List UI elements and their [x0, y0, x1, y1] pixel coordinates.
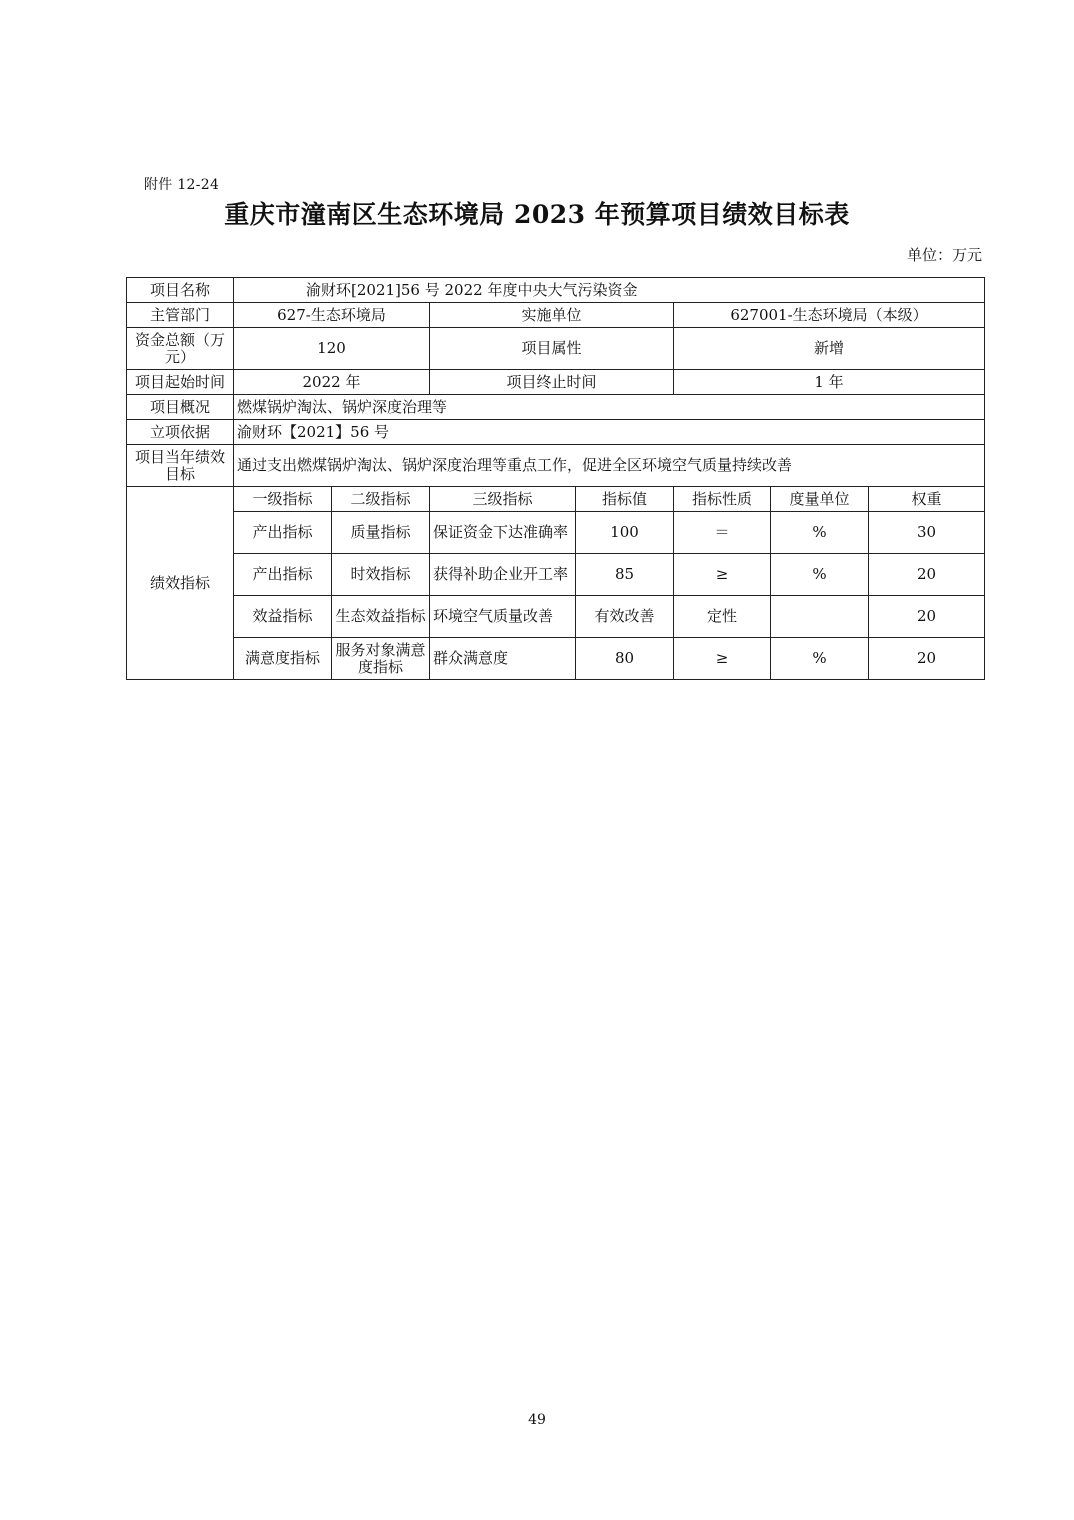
indicator-level1: 效益指标 — [234, 596, 332, 638]
row-period — [127, 370, 985, 395]
indicator-level1: 满意度指标 — [234, 638, 332, 680]
project-name-label: 项目名称 — [127, 278, 234, 303]
indicator-weight: 20 — [869, 596, 985, 638]
header-level3: 三级指标 — [430, 487, 576, 512]
indicator-level1: 产出指标 — [234, 512, 332, 554]
header-level2: 二级指标 — [332, 487, 430, 512]
header-unit: 度量单位 — [771, 487, 869, 512]
indicator-level3: 保证资金下达准确率 — [430, 512, 576, 554]
annual-goal-value: 通过支出燃煤锅炉淘汰、锅炉深度治理等重点工作，促进全区环境空气质量持续改善 — [234, 445, 985, 487]
fund-total-label: 资金总额（万元） — [127, 328, 234, 370]
indicator-unit — [771, 596, 869, 638]
department-value: 627-生态环境局 — [234, 303, 430, 328]
indicator-header-row — [127, 487, 985, 512]
overview-value: 燃煤锅炉淘汰、锅炉深度治理等 — [234, 395, 985, 420]
indicator-nature: ≥ — [674, 554, 771, 596]
implementer-label: 实施单位 — [430, 303, 674, 328]
indicator-level3: 环境空气质量改善 — [430, 596, 576, 638]
row-fund — [127, 328, 985, 370]
indicator-level2: 时效指标 — [332, 554, 430, 596]
fund-total-value: 120 — [234, 328, 430, 370]
indicator-unit: % — [771, 554, 869, 596]
row-department — [127, 303, 985, 328]
indicator-level1: 产出指标 — [234, 554, 332, 596]
indicator-level3: 群众满意度 — [430, 638, 576, 680]
page-title: 重庆市潼南区生态环境局 2023 年预算项目绩效目标表 — [224, 200, 850, 229]
indicator-row — [127, 596, 985, 638]
annual-goal-label: 项目当年绩效目标 — [127, 445, 234, 487]
header-nature: 指标性质 — [674, 487, 771, 512]
indicator-level2: 生态效益指标 — [332, 596, 430, 638]
indicator-weight: 20 — [869, 554, 985, 596]
indicator-nature: ＝ — [674, 512, 771, 554]
overview-label: 项目概况 — [127, 395, 234, 420]
start-time-value: 2022 年 — [234, 370, 430, 395]
start-time-label: 项目起始时间 — [127, 370, 234, 395]
basis-label: 立项依据 — [127, 420, 234, 445]
indicator-unit: % — [771, 512, 869, 554]
header-level1: 一级指标 — [234, 487, 332, 512]
indicator-value: 80 — [576, 638, 674, 680]
row-annual-goal — [127, 445, 985, 487]
unit-label: 单位：万元 — [906, 246, 982, 264]
indicator-nature: 定性 — [674, 596, 771, 638]
indicator-value: 有效改善 — [576, 596, 674, 638]
row-basis — [127, 420, 985, 445]
header-weight: 权重 — [869, 487, 985, 512]
department-label: 主管部门 — [127, 303, 234, 328]
implementer-value: 627001-生态环境局（本级） — [674, 303, 985, 328]
row-project-name — [127, 278, 985, 303]
indicator-unit: % — [771, 638, 869, 680]
indicator-level2: 质量指标 — [332, 512, 430, 554]
indicator-value: 100 — [576, 512, 674, 554]
indicator-weight: 30 — [869, 512, 985, 554]
indicator-nature: ≥ — [674, 638, 771, 680]
basis-value: 渝财环【2021】56 号 — [234, 420, 985, 445]
header-value: 指标值 — [576, 487, 674, 512]
indicator-level2: 服务对象满意度指标 — [332, 638, 430, 680]
project-attribute-value: 新增 — [674, 328, 985, 370]
row-overview — [127, 395, 985, 420]
page-number: 49 — [528, 1412, 546, 1428]
indicator-value: 85 — [576, 554, 674, 596]
end-time-value: 1 年 — [674, 370, 985, 395]
indicator-weight: 20 — [869, 638, 985, 680]
indicators-section-label: 绩效指标 — [127, 487, 234, 680]
indicator-level3: 获得补助企业开工率 — [430, 554, 576, 596]
project-attribute-label: 项目属性 — [430, 328, 674, 370]
performance-target-table — [126, 277, 985, 680]
indicator-row — [127, 638, 985, 680]
indicator-row — [127, 512, 985, 554]
project-name-value: 渝财环[2021]56 号 2022 年度中央大气污染资金 — [234, 278, 985, 303]
end-time-label: 项目终止时间 — [430, 370, 674, 395]
attachment-label: 附件 12-24 — [144, 177, 220, 193]
indicator-row — [127, 554, 985, 596]
